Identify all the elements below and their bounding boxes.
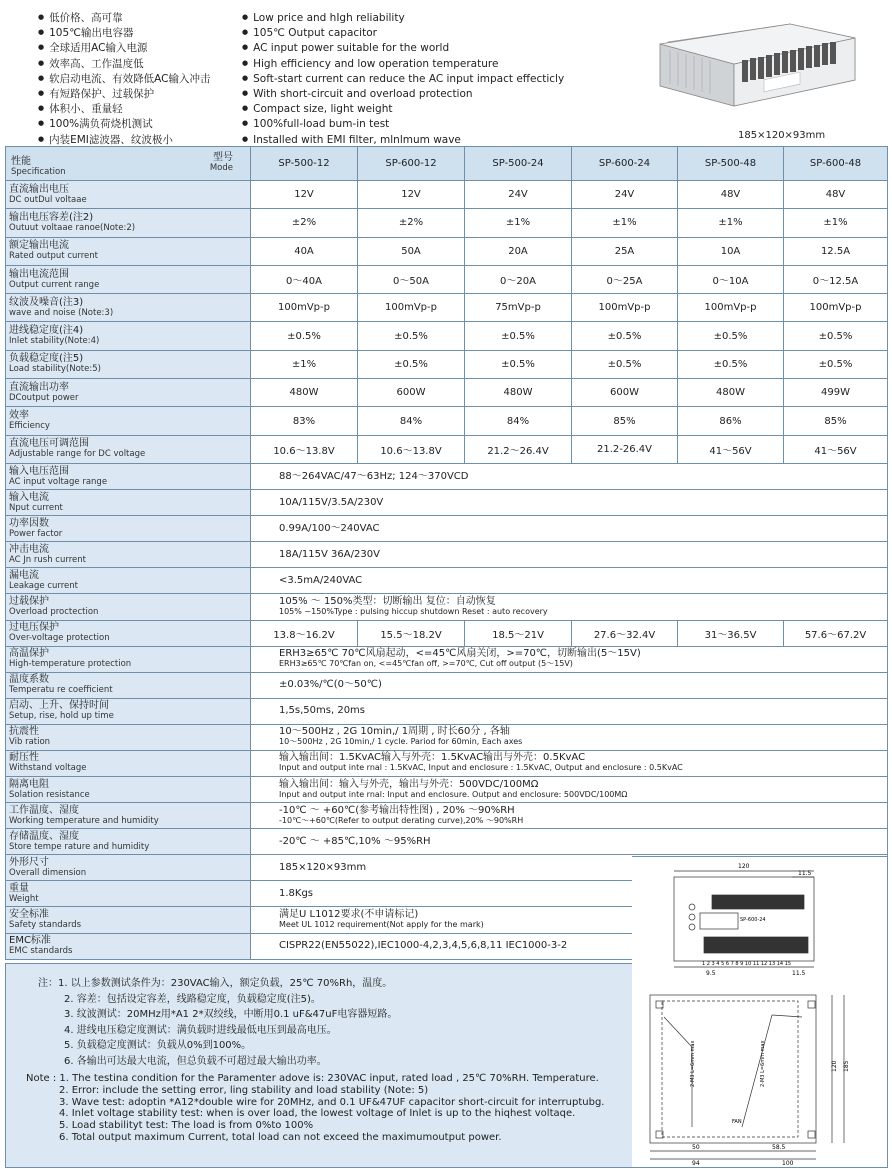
spec-row-wide: [6, 750, 888, 776]
row-label-en: AC Jn rush current: [9, 554, 86, 565]
spec-value-line1: 1.8Kgs: [279, 887, 314, 899]
spec-row: [6, 350, 888, 378]
row-label: [6, 698, 251, 724]
row-label: [6, 265, 251, 293]
spec-value: 100mVp-p: [251, 294, 358, 322]
row-label-cn: 进线稳定度(注4): [9, 325, 84, 337]
feature-item-en: ● 100%full-load bum-in test: [242, 116, 564, 131]
row-label-cn: 温度系数: [9, 674, 49, 686]
row-label: [6, 907, 251, 933]
row-label-cn: 输出电流范围: [9, 268, 69, 280]
spec-value-wide: [251, 724, 888, 750]
spec-value: 480W: [678, 379, 784, 407]
spec-row: [6, 620, 888, 646]
spec-value-wide: [251, 568, 888, 594]
row-label-cn: 输入电压范围: [9, 465, 69, 477]
spec-value: 12V: [358, 181, 465, 209]
spec-value: 100mVp-p: [358, 294, 465, 322]
note-en: 4. Inlet voltage stability test: when is over load, the lowest voltage of Inlet is up to the hiqhest voltaqe.: [59, 1108, 576, 1120]
row-label: [6, 933, 251, 959]
spec-value-line2: ERH3≥65℃ 70℃fan on, <=45℃fan off, >=70℃, Cut off output (5～15V): [279, 659, 573, 669]
dim-hole-left: 2-M3 L=6mm max: [690, 1040, 696, 1087]
spec-value-line2: 10～500Hz , 2G 10min,/ 1 cycle. Pariod for 60min, Each axes: [279, 737, 523, 747]
row-label: [6, 803, 251, 829]
spec-value-line2: -10℃～+60℃(Refer to output derating curve),20% ～90%RH: [279, 815, 524, 825]
row-label: [6, 542, 251, 568]
note-cn: 注：1. 以上参数测试条件为：230VAC输入，额定负载，25℃ 70%Rh，温度。: [38, 978, 393, 989]
note-cn: 2. 容差：包括设定容差，线路稳定度，负载稳定度(注5)。: [64, 993, 321, 1005]
spec-value: 27.6～32.4V: [572, 620, 678, 646]
row-label: [6, 594, 251, 620]
spec-value: ±0.5%: [251, 322, 358, 350]
row-label-en: Output current range: [9, 279, 100, 290]
spec-value: ±0.5%: [572, 322, 678, 350]
spec-value: 499W: [784, 379, 888, 407]
spec-value: 10A: [678, 237, 784, 265]
row-label-cn: 冲击电流: [9, 543, 49, 555]
row-label-en: Working temperature and humidity: [9, 815, 159, 826]
dim-bottom-right: 11.5: [792, 970, 806, 977]
feature-item-en: ● AC input power suitable for the world: [242, 40, 564, 55]
spec-row-wide: [6, 646, 888, 672]
feature-item-cn: ● 100%满负荷烧机测试: [38, 116, 210, 131]
model-header: SP-500-24: [465, 147, 572, 181]
dim-top-right: 11.5: [798, 870, 812, 877]
note-en: 5. Load stabilityt test: The load is from 0%to 100%: [59, 1120, 314, 1132]
spec-value: ±1%: [784, 209, 888, 237]
row-label: [6, 568, 251, 594]
header-model-en: Mode: [209, 162, 233, 173]
row-label-cn: 效率: [9, 410, 29, 422]
spec-value-line2: Input and output inte rnal: Input and enclosure. Output and enclosure: 500VDC/100MΩ: [279, 789, 628, 799]
spec-value-line1: CISPR22(EN55022),IEC1000-4,2,3,4,5,6,8,11 IEC1000-3-2: [279, 940, 568, 952]
row-label-en: Overload proctection: [9, 606, 99, 617]
row-label: [6, 672, 251, 698]
row-label-en: Setup, rise, hold up time: [9, 711, 114, 722]
row-label: [6, 620, 251, 646]
header-spec-en: Specification: [11, 166, 66, 177]
row-label: [6, 777, 251, 803]
spec-value-wide: [251, 594, 888, 620]
dim-terminals: 1 2 3 4 5 6 7 8 9 10 11 12 13 14 15: [702, 961, 792, 967]
spec-value: ±2%: [251, 209, 358, 237]
spec-value: ±0.5%: [784, 322, 888, 350]
row-label-cn: 安全标准: [9, 909, 49, 921]
side-view-drawing: [650, 995, 844, 1159]
row-label-cn: 纹波及噪音(注3): [9, 296, 84, 308]
row-label-cn: 过电压保护: [9, 622, 59, 634]
feature-item-cn: ● 效率高、工作温度低: [38, 56, 210, 71]
note-en: 3. Wave test: adoptin *A12*double wire for 20MHz, and 0.1 UF&47UF capacitor short-circuit for interruptubg.: [59, 1096, 605, 1108]
row-label-en: Outuut voltaae ranoe(Note:2): [9, 222, 136, 233]
spec-row-wide: [6, 568, 888, 594]
spec-row: [6, 294, 888, 322]
row-label-en: Solation resistance: [9, 789, 90, 800]
row-label: [6, 829, 251, 855]
spec-value: ±0.5%: [465, 350, 572, 378]
spec-value-wide: [251, 829, 888, 855]
row-label: [6, 881, 251, 907]
spec-value: 600W: [358, 379, 465, 407]
row-label: [6, 750, 251, 776]
spec-value: 12V: [251, 181, 358, 209]
dimension-drawings: [632, 856, 888, 1168]
row-label: [6, 855, 251, 881]
spec-value-wide: [251, 803, 888, 829]
row-label: [6, 237, 251, 265]
row-label: [6, 181, 251, 209]
spec-value: 24V: [465, 181, 572, 209]
spec-value: 24V: [572, 181, 678, 209]
header-row: [6, 147, 888, 181]
spec-value: ±0.5%: [678, 350, 784, 378]
row-label-cn: 耐压性: [9, 752, 39, 764]
row-label-en: Inlet stability(Note:4): [9, 336, 100, 347]
header-label: [6, 147, 251, 181]
spec-value: 13.8～16.2V: [251, 620, 358, 646]
dim-bottom-b: 94: [692, 1160, 700, 1167]
spec-value-line1: 满足U L1012要求(不申请标记): [279, 909, 419, 921]
spec-value-wide: [251, 463, 888, 489]
row-label-en: Power factor: [9, 528, 63, 539]
row-label-en: DCoutput power: [9, 392, 79, 403]
spec-value: 84%: [358, 407, 465, 435]
note-cn: 3. 纹波测试：20MHz用*A1 2*双绞线，中断用0.1 uF&47uF电容器短路。: [64, 1009, 398, 1020]
feature-item-en: ● Soft-start current can reduce the AC input impact effecticly: [242, 71, 564, 86]
spec-value: 86%: [678, 407, 784, 435]
row-label-en: wave and noise (Note:3): [9, 307, 114, 318]
spec-value: 57.6～67.2V: [784, 620, 888, 646]
features-english: [242, 10, 564, 147]
dim-top-width: 120: [738, 863, 750, 870]
spec-value-line1: 0.99A/100～240VAC: [279, 522, 380, 534]
row-label-cn: 直流电压可调范围: [9, 438, 89, 450]
spec-value: 0～12.5A: [784, 265, 888, 293]
spec-value: 83%: [251, 407, 358, 435]
spec-value-wide: [251, 542, 888, 568]
row-label-en: Efficiency: [9, 421, 50, 432]
spec-value: 75mVp-p: [465, 294, 572, 322]
spec-row: [6, 435, 888, 463]
feature-item-cn: ● 体积小、重量轻: [38, 101, 210, 116]
spec-value: 40A: [251, 237, 358, 265]
spec-value: ±0.5%: [358, 322, 465, 350]
dim-side-height-2: 185: [843, 1060, 850, 1072]
spec-value: 600W: [572, 379, 678, 407]
dim-hole-right: 2-M3 L=6mm max: [760, 1040, 766, 1087]
spec-value: ±0.5%: [572, 350, 678, 378]
spec-row-wide: [6, 698, 888, 724]
spec-value: 15.5～18.2V: [358, 620, 465, 646]
spec-value: 0～40A: [251, 265, 358, 293]
spec-value-line1: ±0.03%/℃(0～50℃): [279, 679, 382, 691]
feature-item-cn: ● 内装EMI滤波器、纹波极小: [38, 132, 210, 147]
spec-value-line2: Meet UL 1012 requirement(Not apply for the mark): [279, 920, 484, 930]
row-label-cn: 负载稳定度(注5): [9, 353, 84, 365]
row-label-en: Adjustable range for DC voltage: [9, 449, 146, 460]
spec-row: [6, 407, 888, 435]
row-label-cn: 重量: [9, 882, 29, 894]
spec-value-line1: 输入输出间：1.5KvAC输入与外壳：1.5KvAC输出与外壳：0.5KvAC: [279, 752, 586, 764]
spec-row-wide: [6, 829, 888, 855]
spec-value-line1: 105% ～ 150%类型：切断输出 复位：自动恢复: [279, 595, 496, 607]
spec-row-wide: [6, 594, 888, 620]
row-label-cn: 输出电压容差(注2): [9, 211, 94, 223]
spec-value-wide: [251, 672, 888, 698]
feature-item-cn: ● 软启动电流、有效降低AC输入冲击: [38, 71, 210, 86]
notes-chinese: [38, 976, 397, 1069]
row-label-cn: 输入电流: [9, 491, 49, 503]
row-label: [6, 379, 251, 407]
header-model-cn: 型号: [213, 151, 233, 163]
spec-value: 21.2～26.4V: [465, 435, 572, 463]
row-label-cn: 直流输出电压: [9, 183, 69, 195]
note-cn: 4. 进线电压稳定度测试：满负载时进线最低电压到最高电压。: [64, 1024, 337, 1036]
feature-item-cn: ● 全球适用AC输入电源: [38, 40, 210, 55]
spec-value-line2: Input and output inte rnal : 1.5KvAC, Input and enclosure : 1.5KvAC, Output and enclosure : 0.5KvAC: [279, 763, 683, 773]
spec-value-wide: [251, 490, 888, 516]
spec-row-wide: [6, 724, 888, 750]
row-label-en: Leakage current: [9, 580, 78, 591]
spec-value: 48V: [784, 181, 888, 209]
spec-value: 48V: [678, 181, 784, 209]
spec-value: 100mVp-p: [784, 294, 888, 322]
spec-row: [6, 209, 888, 237]
product-dimensions-caption: 185×120×93mm: [738, 130, 826, 141]
note-cn: 6. 各输出可达最大电流，但总负载不可超过最大输出功率。: [64, 1055, 327, 1067]
row-label-en: Store tempe rature and humidity: [9, 841, 150, 852]
row-label: [6, 209, 251, 237]
row-label-cn: 隔离电阻: [9, 778, 49, 790]
row-label-en: EMC standards: [9, 946, 73, 957]
spec-row-wide: [6, 803, 888, 829]
dim-bottom-left: 9.5: [706, 970, 716, 977]
dim-side-height: 120: [831, 1060, 838, 1072]
note-cn: 5. 负载稳定度测试：负载从0%到100%。: [64, 1040, 252, 1051]
spec-value: ±1%: [251, 350, 358, 378]
dim-bottom-d: 100: [782, 1160, 794, 1167]
spec-value: 20A: [465, 237, 572, 265]
spec-value: 31～36.5V: [678, 620, 784, 646]
features-chinese: [38, 10, 210, 147]
dim-bottom-c: 58.5: [772, 1144, 786, 1151]
feature-item-en: ● With short-circuit and overload protection: [242, 86, 564, 101]
feature-item-cn: ● 有短路保护、过载保护: [38, 86, 210, 101]
row-label-en: Overall dimension: [9, 867, 87, 878]
spec-value: 480W: [465, 379, 572, 407]
spec-value: 100mVp-p: [678, 294, 784, 322]
row-label-cn: EMC标准: [9, 935, 51, 947]
row-label-cn: 外形尺寸: [9, 856, 49, 868]
spec-value: ±0.5%: [358, 350, 465, 378]
spec-value: 0～25A: [572, 265, 678, 293]
row-label-cn: 高温保护: [9, 648, 49, 660]
spec-row-wide: [6, 672, 888, 698]
row-label-en: DC outDul voltaae: [9, 194, 87, 205]
row-label-cn: 额定输出电流: [9, 240, 69, 252]
row-label-en: Temperatu re coefficient: [9, 685, 113, 696]
spec-value-line1: -10℃ ～ +60℃(参考输出特性图) , 20% ～90%RH: [279, 804, 515, 816]
spec-value: 0～20A: [465, 265, 572, 293]
spec-value: 84%: [465, 407, 572, 435]
spec-row-wide: [6, 516, 888, 542]
row-label: [6, 516, 251, 542]
spec-value: 0～10A: [678, 265, 784, 293]
model-header: SP-500-12: [251, 147, 358, 181]
model-header: SP-600-48: [784, 147, 888, 181]
spec-value-line1: -20℃ ～ +85℃,10% ～95%RH: [279, 835, 431, 847]
row-label-en: High-temperature protection: [9, 659, 132, 670]
row-label-cn: 漏电流: [9, 569, 39, 581]
spec-value: ±0.5%: [784, 350, 888, 378]
row-label-en: Vib ration: [9, 737, 51, 748]
spec-value: ±0.5%: [465, 322, 572, 350]
spec-value-line1: 18A/115V 36A/230V: [279, 548, 380, 560]
spec-value: 41～56V: [678, 435, 784, 463]
spec-value: 10.6～13.8V: [251, 435, 358, 463]
spec-value-line1: 输入输出间：输入与外壳，输出与外壳：500VDC/100MΩ: [279, 778, 539, 790]
row-label: [6, 646, 251, 672]
note-en: 6. Total output maximum Current, total load can not exceed the maximumoutput power.: [59, 1131, 502, 1143]
model-header: SP-600-12: [358, 147, 465, 181]
row-label: [6, 350, 251, 378]
spec-value: 41～56V: [784, 435, 888, 463]
feature-item-cn: ● 低价格、高可靠: [38, 10, 210, 25]
spec-value-wide: [251, 516, 888, 542]
row-label-cn: 过载保护: [9, 595, 49, 607]
spec-value-wide: [251, 777, 888, 803]
spec-value: 480W: [251, 379, 358, 407]
row-label-en: AC input voltage range: [9, 476, 108, 487]
spec-value-line1: ERH3≥65℃ 70℃风扇起动，<=45℃风扇关闭，>=70℃，切断输出(5～15V): [279, 648, 641, 660]
row-label: [6, 490, 251, 516]
spec-value-wide: [251, 646, 888, 672]
spec-value: ±0.5%: [678, 322, 784, 350]
spec-table: [5, 146, 888, 960]
row-label-cn: 启动、上升、保持时间: [9, 700, 109, 712]
spec-row-wide: [6, 542, 888, 568]
spec-value: 50A: [358, 237, 465, 265]
spec-value-line2: 105% ~150%Type : pulsing hiccup shutdown Reset : auto recovery: [279, 606, 548, 616]
notes-english: [26, 1073, 604, 1144]
spec-value-line1: <3.5mA/240VAC: [279, 574, 363, 586]
feature-item-en: ● Compact size, light weight: [242, 101, 564, 116]
spec-value-wide: [251, 750, 888, 776]
spec-value: 85%: [572, 407, 678, 435]
spec-value-line1: 10A/115V/3.5A/230V: [279, 496, 384, 508]
spec-row: [6, 379, 888, 407]
row-label-en: Rated output current: [9, 251, 98, 262]
row-label-cn: 存储温度、湿度: [9, 830, 79, 842]
row-label-en: Weight: [9, 893, 39, 904]
spec-value: 100mVp-p: [572, 294, 678, 322]
product-image: [650, 14, 865, 126]
spec-value-line1: 10～500Hz , 2G 10min,/ 1周期 , 时长60分 , 各轴: [279, 726, 510, 738]
row-label-en: Safety standards: [9, 920, 82, 931]
row-label-en: Nput current: [9, 502, 63, 513]
header-spec-cn: 性能: [11, 155, 31, 167]
spec-row: [6, 237, 888, 265]
spec-value: ±1%: [465, 209, 572, 237]
spec-value-line1: 185×120×93mm: [279, 861, 367, 873]
feature-item-cn: ● 105℃输出电容器: [38, 25, 210, 40]
row-label-en: Over-voltage protection: [9, 633, 110, 644]
feature-item-en: ● 105℃ Output capacitor: [242, 25, 564, 40]
spec-value-wide: [251, 698, 888, 724]
dim-bottom-a: 50: [692, 1144, 700, 1151]
spec-value: 85%: [784, 407, 888, 435]
spec-value: ±1%: [678, 209, 784, 237]
row-label: [6, 294, 251, 322]
spec-value: 21.2-26.4V: [572, 435, 678, 463]
row-label: [6, 407, 251, 435]
drawing-model-label: SP-600-24: [740, 917, 766, 923]
row-label-en: Withstand voltage: [9, 763, 87, 774]
row-label-en: Load stability(Note:5): [9, 364, 101, 375]
spec-row-wide: [6, 777, 888, 803]
spec-value-line1: 88～264VAC/47～63Hz; 124～370VCD: [279, 470, 469, 482]
note-en: 2. Error: include the setting error, ling stability and load stability (Note: 5): [59, 1084, 429, 1096]
row-label-cn: 直流输出功率: [9, 381, 69, 393]
model-header: SP-500-48: [678, 147, 784, 181]
spec-value-line1: 1,5s,50ms, 20ms: [279, 705, 366, 717]
row-label: [6, 322, 251, 350]
spec-value: 0～50A: [358, 265, 465, 293]
feature-item-en: ● Low price and hIgh reliability: [242, 10, 564, 25]
row-label-cn: 工作温度、湿度: [9, 804, 79, 816]
spec-value: 10.6～13.8V: [358, 435, 465, 463]
spec-row: [6, 265, 888, 293]
spec-value: ±1%: [572, 209, 678, 237]
spec-row-wide: [6, 490, 888, 516]
row-label: [6, 435, 251, 463]
spec-value: 25A: [572, 237, 678, 265]
row-label: [6, 463, 251, 489]
row-label: [6, 724, 251, 750]
spec-value: 12.5A: [784, 237, 888, 265]
spec-value: ±2%: [358, 209, 465, 237]
row-label-cn: 抗震性: [9, 726, 39, 738]
spec-row: [6, 181, 888, 209]
note-en: Note : 1. The testina condition for the Paramenter adove is: 230VAC input, rated load , 25℃ 70%RH. Temperature.: [26, 1073, 599, 1084]
feature-item-en: ● Installed with EMI filter, mlnlmum wave: [242, 132, 564, 147]
row-label-cn: 功率因数: [9, 517, 49, 529]
model-header: SP-600-24: [572, 147, 678, 181]
fan-label: FAN: [732, 1119, 742, 1125]
spec-value: 18.5～21V: [465, 620, 572, 646]
spec-row-wide: [6, 463, 888, 489]
spec-row: [6, 322, 888, 350]
feature-item-en: ● High efficiency and low operation temperature: [242, 56, 564, 71]
